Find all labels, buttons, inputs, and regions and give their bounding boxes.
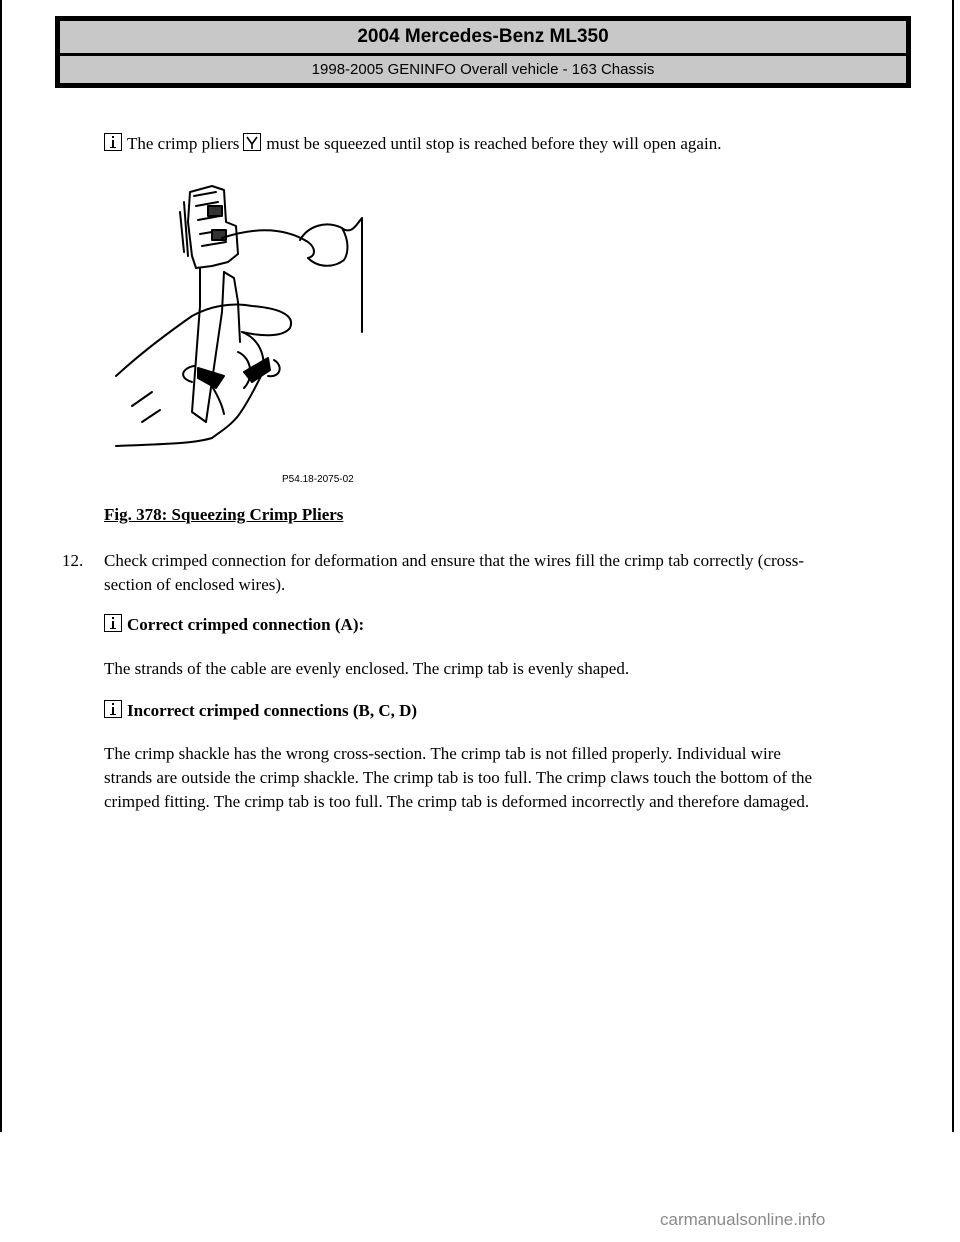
incorrect-text-line-1: The crimp shackle has the wrong cross-section. The crimp tab is not filled properly. Individual wire (104, 744, 781, 763)
figure-code: P54.18-2075-02 (282, 474, 354, 485)
incorrect-text-line-3: crimped fitting. The crimp tab is too full. The crimp tab is deformed incorrectly and therefore damaged. (104, 792, 810, 811)
incorrect-heading: Incorrect crimped connections (B, C, D) (127, 701, 418, 720)
incorrect-heading-row (104, 699, 417, 723)
note-crimp-pliers (104, 132, 721, 156)
crimp-pliers-illustration (112, 182, 368, 487)
step-12-line-2: section of enclosed wires). (104, 575, 286, 594)
info-icon[interactable] (104, 133, 122, 151)
info-icon[interactable] (104, 700, 122, 718)
special-tool-icon[interactable] (243, 133, 261, 151)
correct-heading: Correct crimped connection (A): (127, 615, 365, 634)
step-number: 12. (62, 551, 84, 570)
incorrect-text-line-2: strands are outside the crimp shackle. The crimp tab is too full. The crimp claws touch the bottom of the (104, 768, 812, 787)
correct-heading-row (104, 613, 364, 637)
header-title: 2004 Mercedes-Benz ML350 (60, 21, 906, 53)
step-12-line-1: Check crimped connection for deformation and ensure that the wires fill the crimp tab correctly (cross- (104, 551, 805, 570)
watermark: carmanualsonline.info (660, 1210, 826, 1229)
note-text-before: The crimp pliers (127, 134, 240, 153)
correct-text: The strands of the cable are evenly enclosed. The crimp tab is evenly shaped. (104, 659, 630, 678)
document-header (55, 16, 911, 88)
note-text-after: must be squeezed until stop is reached before they will open again. (266, 134, 722, 153)
figure-caption[interactable]: Fig. 378: Squeezing Crimp Pliers (104, 505, 344, 524)
info-icon[interactable] (104, 614, 122, 632)
page-border-right (952, 0, 954, 1132)
header-subtitle: 1998-2005 GENINFO Overall vehicle - 163 Chassis (60, 56, 906, 83)
page-border-left (0, 0, 2, 1132)
